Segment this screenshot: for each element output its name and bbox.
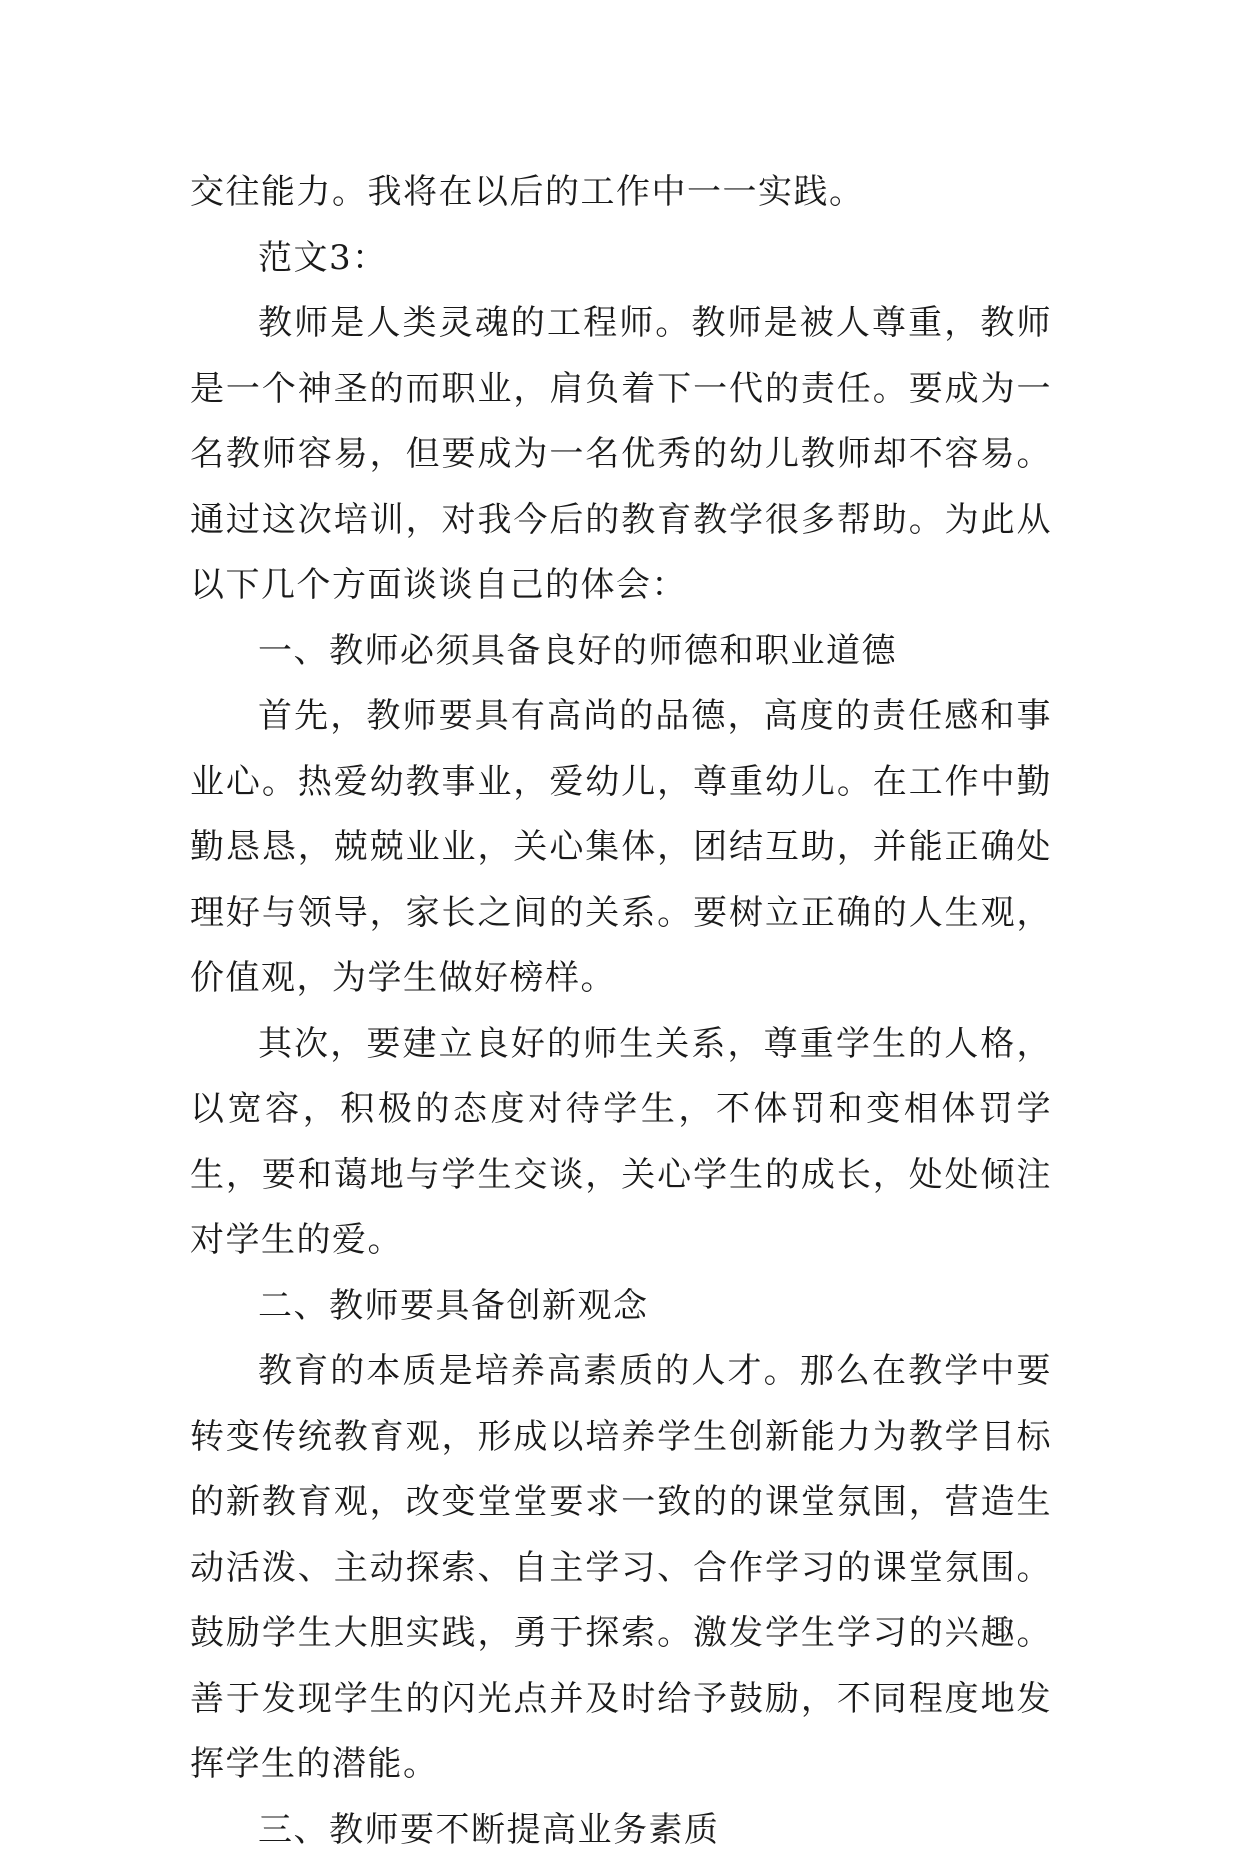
section-heading-3: 三、教师要不断提高业务素质: [190, 1798, 1052, 1863]
section-heading-2: 二、教师要具备创新观念: [190, 1274, 1052, 1340]
sample-heading: 范文3：: [190, 226, 1052, 292]
paragraph-second: 其次，要建立良好的师生关系，尊重学生的人格，以宽容，积极的态度对待学生，不体罚和变相体罚学生，要和蔼地与学生交谈，关心学生的成长，处处倾注对学生的爱。: [190, 1012, 1052, 1274]
document-body: [190, 160, 1052, 1863]
paragraph-continuation: 交往能力。我将在以后的工作中一一实践。: [190, 160, 1052, 226]
paragraph-first: 首先，教师要具有高尚的品德，高度的责任感和事业心。热爱幼教事业，爱幼儿，尊重幼儿。在工作中勤勤恳恳，兢兢业业，关心集体，团结互助，并能正确处理好与领导，家长之间的关系。要树立正确的人生观，价值观，为学生做好榜样。: [190, 684, 1052, 1012]
section-heading-1: 一、教师必须具备良好的师德和职业道德: [190, 619, 1052, 685]
paragraph-innovation: 教育的本质是培养高素质的人才。那么在教学中要转变传统教育观，形成以培养学生创新能力为教学目标的新教育观，改变堂堂要求一致的的课堂氛围，营造生动活泼、主动探索、自主学习、合作学习的课堂氛围。鼓励学生大胆实践，勇于探索。激发学生学习的兴趣。善于发现学生的闪光点并及时给予鼓励，不同程度地发挥学生的潜能。: [190, 1339, 1052, 1798]
paragraph-intro: 教师是人类灵魂的工程师。教师是被人尊重，教师是一个神圣的而职业，肩负着下一代的责任。要成为一名教师容易，但要成为一名优秀的幼儿教师却不容易。通过这次培训，对我今后的教育教学很多帮助。为此从以下几个方面谈谈自己的体会：: [190, 291, 1052, 619]
